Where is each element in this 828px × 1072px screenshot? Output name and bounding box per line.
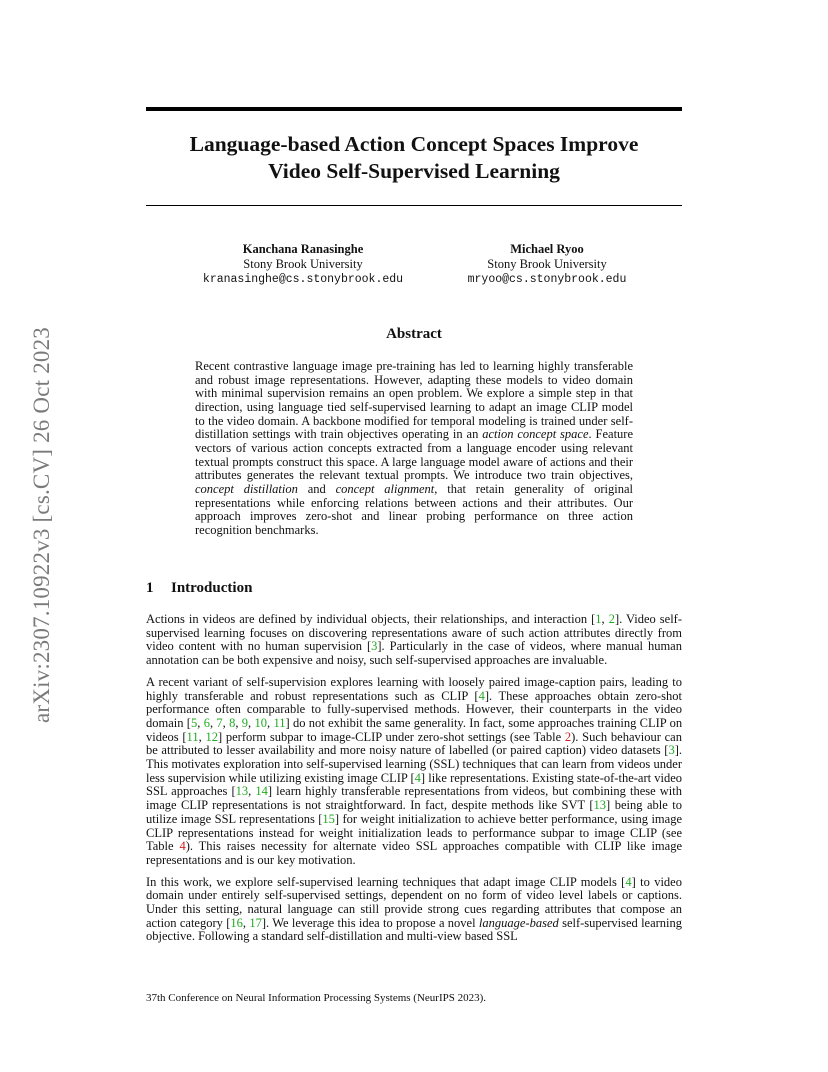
author-block-2 [432,242,662,287]
citation-link[interactable]: 1 [595,612,602,626]
citation-link[interactable]: 5 [190,715,198,730]
section-heading [146,580,252,597]
citation-link[interactable]: 4 [625,874,632,889]
abstract-heading: Abstract [386,326,442,342]
citation-link[interactable]: 10 [254,715,267,730]
citation-link[interactable]: 4 [478,688,485,703]
citation-link[interactable]: 2 [608,612,615,626]
section-number: 1 [146,580,154,596]
paragraph: A recent variant of self-supervision explores learning with loosely paired image-caption pairs, leading to highly transferable and robust representations such as CLIP [4]. These approaches obtain zero-shot performance often comparable to fully-supervised methods. However, their counterparts in the video domain [5, 6, 7, 8, 9, 10, 11] do not exhibit the same generality. In fact, some approaches training CLIP on videos [11, 12] perform subpar to image-CLIP under zero-shot settings (see Table 2). Such behaviour can be attributed to lesser availability and more noisy nature of labelled (or paired caption) video datasets [3]. This motivates exploration into self-supervised learning (SSL) techniques that can learn from videos under less supervision while utilizing existing image CLIP [4] like representations. Existing state-of-the-art video SSL approaches [13, 14] learn highly transferable representations from videos, but combining these with image CLIP representations is not straightforward. In fact, despite methods like SVT [13] being able to utilize image SSL representations [15] for weight initialization to achieve better performance, using image CLIP representations instead for weight initialization leads to performance subpar to image CLIP (see Table 4). This raises necessity for alternate video SSL approaches compatible with CLIP like image representations and is our key motivation. [146,674,683,867]
citation-link[interactable]: 14 [255,784,268,799]
author-affiliation: Stony Brook University [243,257,363,271]
author-email: mryoo@cs.stonybrook.edu [467,273,627,286]
author-name: Kanchana Ranasinghe [242,242,364,256]
author-block-1 [188,242,418,287]
citation-link[interactable]: 3 [371,639,378,654]
citation-link[interactable]: 11 [186,729,199,744]
conference-footer: 37th Conference on Neural Information Processing Systems (NeurIPS 2023). [146,992,487,1004]
author-email: kranasinghe@cs.stonybrook.edu [202,273,404,286]
abstract-segment: and [297,481,336,496]
abstract-segment: . Feature vectors of various action concepts extracted from a language encoder using relevant textual prompts construct this space. A large language model aware of actions and their attributes generates the relevant textual prompts. We introduce two train objectives, [195,427,634,483]
table-ref-link[interactable]: 4 [179,839,186,854]
paper-title [146,131,682,185]
introduction-body [146,613,682,952]
citation-link[interactable]: 9 [241,715,249,730]
abstract-segment: , that retain generality of original representations while enforcing relations between actions and their attributes. Our approach improves zero-shot and linear probing performance on three action recognition benchmarks. [195,481,633,537]
arxiv-sidebar [22,290,62,760]
paragraph: Actions in videos are defined by individual objects, their relationships, and interaction [1, 2]. Video self-supervised learning focuses on discovering representations aware of such action attributes directly from video content with no human supervision [3]. Particularly in the case of videos, where manual human annotation can be both expensive and noisy, such self-supervised approaches are invaluable. [146,612,683,668]
citation-link[interactable]: 6 [203,715,210,730]
title-rule-top [146,107,682,111]
citation-link[interactable]: 8 [229,715,236,730]
citation-link[interactable]: 3 [668,743,675,758]
table-ref-link[interactable]: 2 [564,729,572,744]
citation-link[interactable]: 11 [273,715,286,730]
author-name: Michael Ryoo [510,242,584,256]
citation-link[interactable]: 17 [249,915,262,930]
citation-link[interactable]: 4 [414,770,421,785]
citation-link[interactable]: 13 [593,798,607,813]
title-rule-bottom [146,205,682,206]
abstract-emphasis: action concept space [482,427,589,442]
author-affiliation: Stony Brook University [487,257,607,271]
abstract-text [195,360,633,538]
citation-link[interactable]: 7 [216,715,223,730]
arxiv-identifier: arXiv:2307.10922v3 [cs.CV] 26 Oct 2023 [29,327,54,723]
citation-link[interactable]: 12 [205,729,218,744]
section-title: Introduction [171,580,253,596]
abstract-segment: Recent contrastive language image pre-training has led to learning highly transferable and robust image representations. However, adapting these models to video domain with minimal supervision remains an open problem. We explore a simple step in that direction, using language tied self-supervised learning to adapt an image CLIP model to the video domain. A backbone modified for temporal modeling is trained under self-distillation settings with train objectives operating in an [195,359,633,442]
citation-link[interactable]: 16 [230,915,243,930]
title-line-1: Language-based Action Concept Spaces Improve [189,132,639,156]
abstract-emphasis: concept alignment [335,481,435,496]
citation-link[interactable]: 15 [322,811,335,826]
citation-link[interactable]: 13 [235,784,249,799]
title-line-2: Video Self-Supervised Learning [268,159,560,183]
paragraph: In this work, we explore self-supervised learning techniques that adapt image CLIP models [4] to video domain under entirely self-supervised settings, dependent on no form of video level labels or captions. Under this setting, natural language can still provide strong cues regarding attributes that compose an action category [16, 17]. We leverage this idea to propose a novel language-based self-supervised learning objective. Following a standard self-distillation and multi-view based SSL [146,874,683,944]
abstract-emphasis: concept distillation [195,481,298,496]
